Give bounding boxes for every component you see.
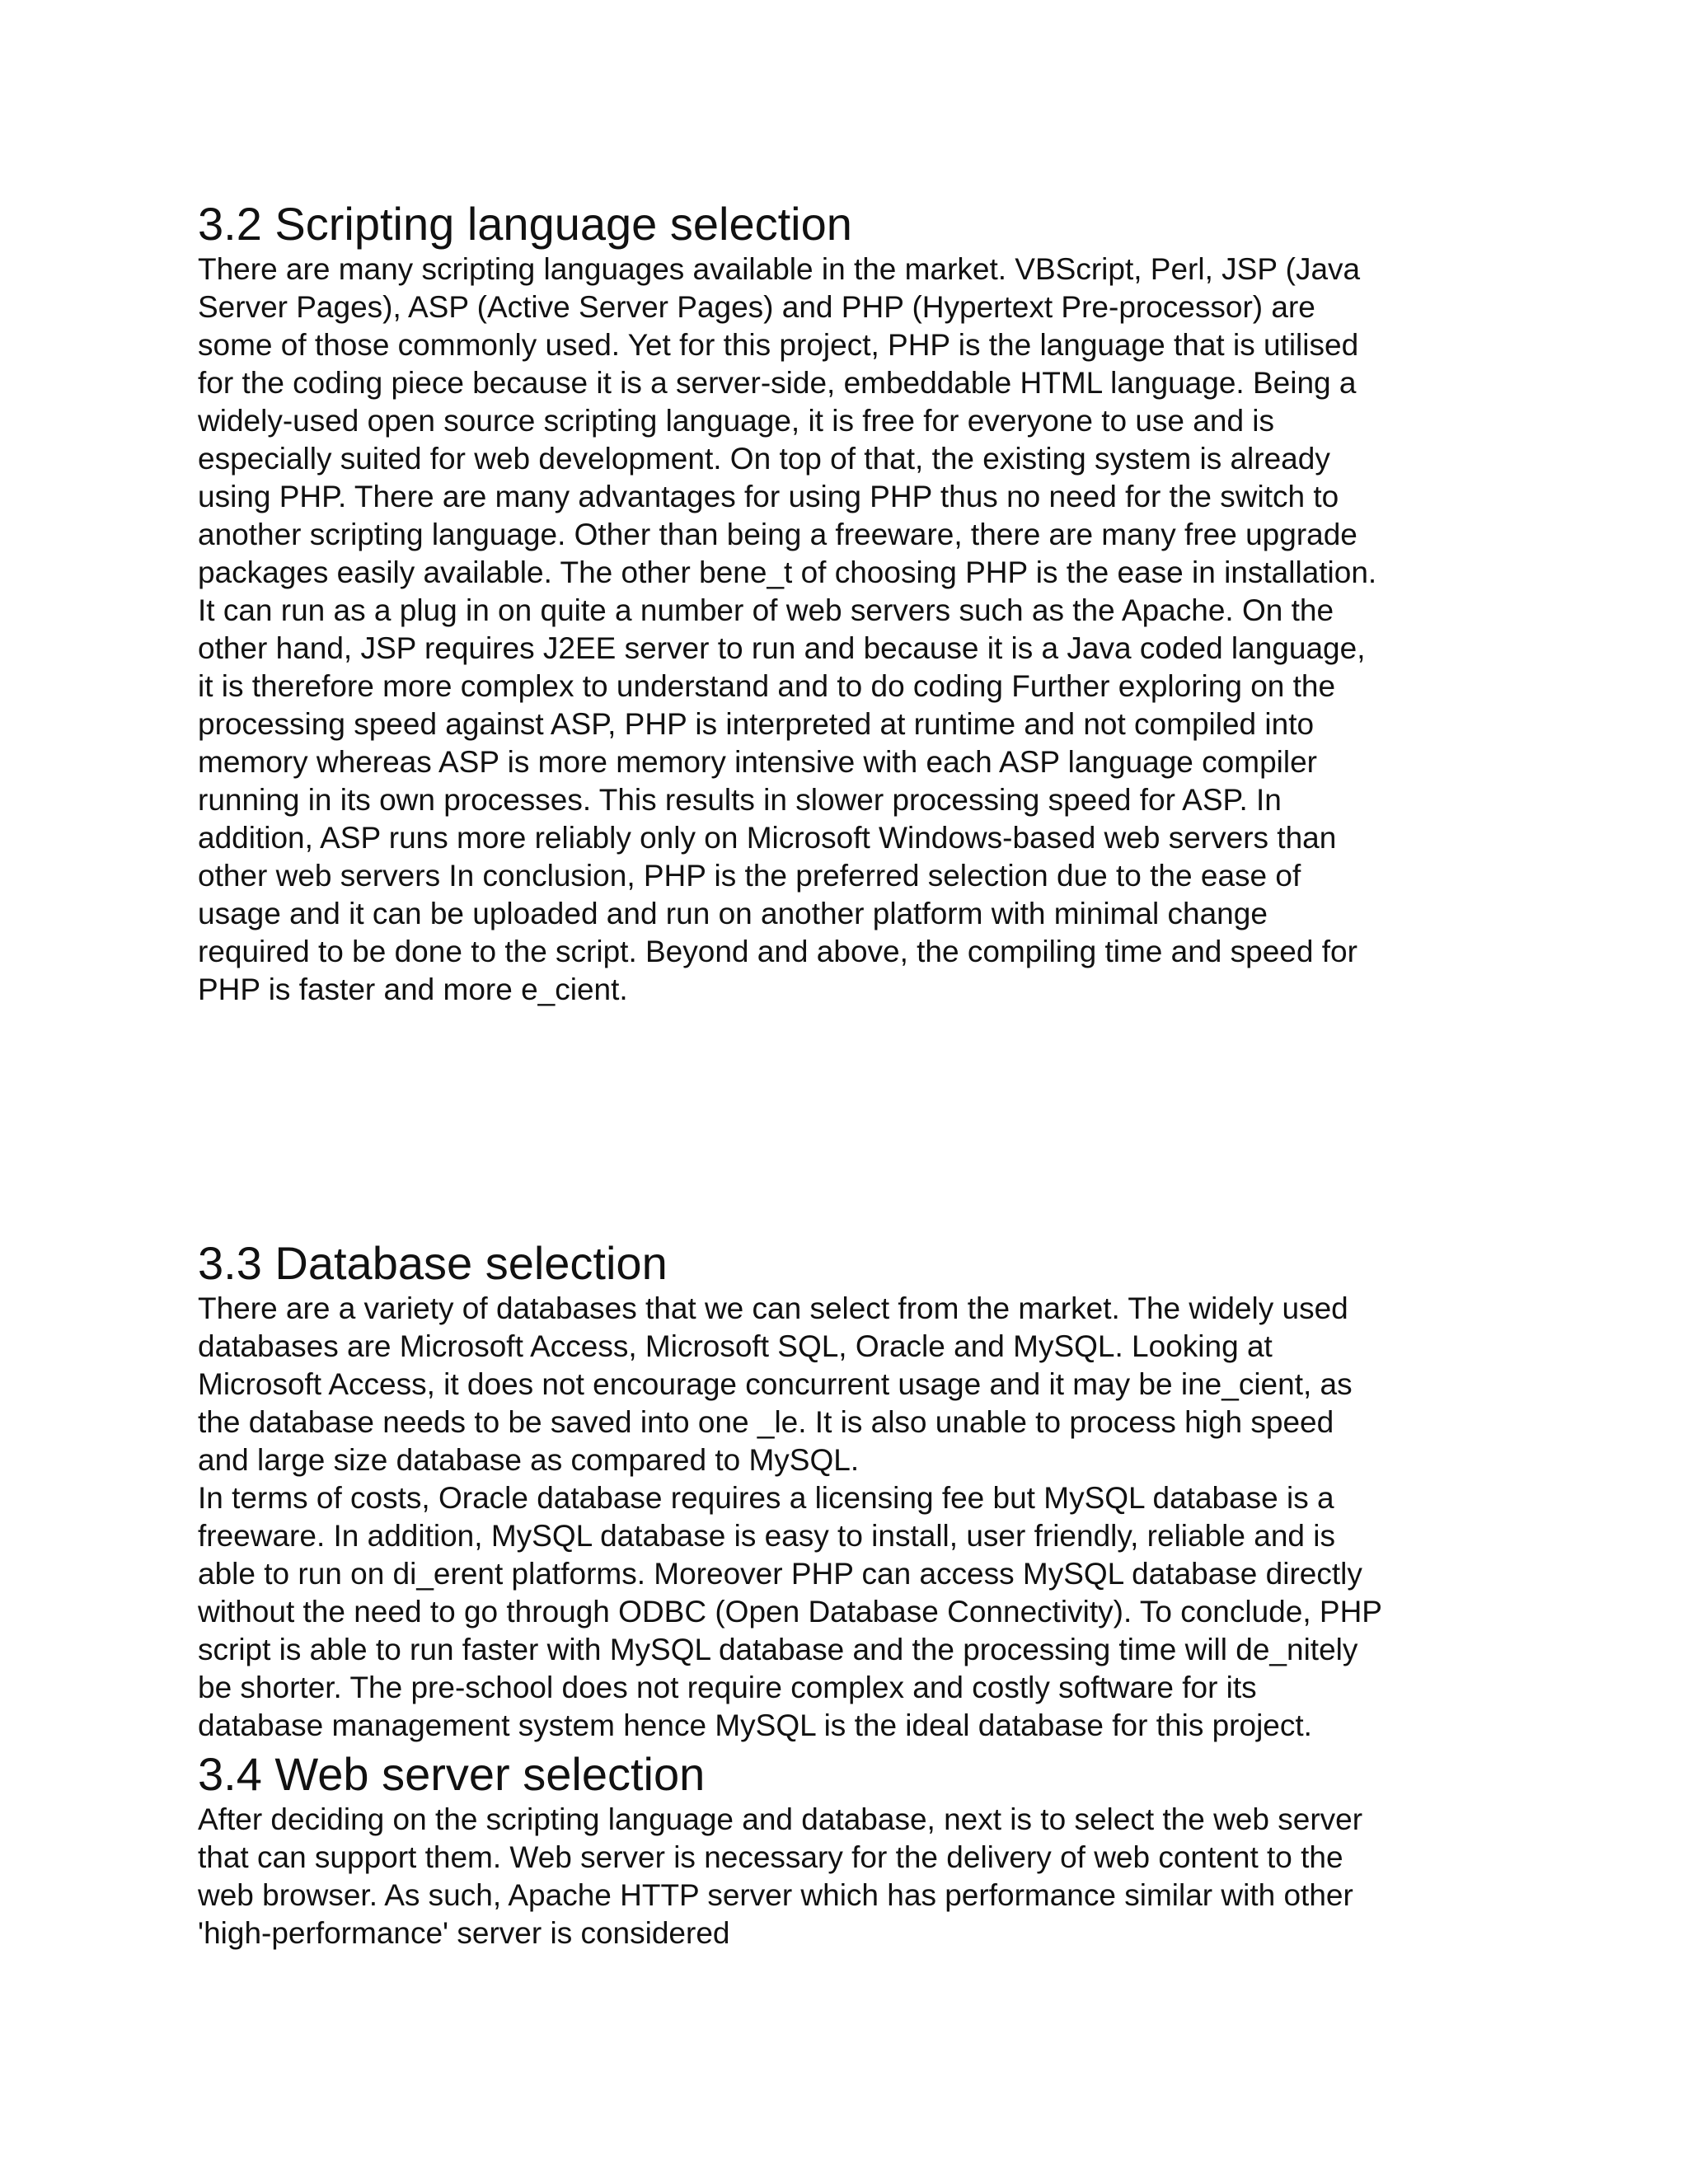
text-line: packages easily available. The other bene_t of choosing PHP is the ease in installation.: [198, 555, 1377, 589]
text-line: and large size database as compared to MySQL.: [198, 1443, 860, 1477]
text-line: especially suited for web development. On top of that, the existing system is already: [198, 442, 1330, 476]
text-line: running in its own processes. This results in slower processing speed for ASP. In: [198, 783, 1282, 817]
text-line: widely-used open source scripting language, it is free for everyone to use and is: [198, 404, 1275, 438]
section-heading: 3.2 Scripting language selection: [198, 198, 852, 250]
text-line: It can run as a plug in on quite a number of web servers such as the Apache. On the: [198, 593, 1334, 627]
text-line: There are many scripting languages available in the market. VBScript, Perl, JSP (Java: [198, 252, 1361, 286]
section-body: [198, 1801, 1500, 1952]
section-body: [198, 251, 1500, 1009]
text-line: After deciding on the scripting language and database, next is to select the web server: [198, 1802, 1363, 1836]
text-line: script is able to run faster with MySQL database and the processing time will de_nitely: [198, 1633, 1358, 1666]
text-line: usage and it can be uploaded and run on another platform with minimal change: [198, 897, 1268, 930]
text-line: the database needs to be saved into one _le. It is also unable to process high speed: [198, 1405, 1334, 1439]
section-body: [198, 1290, 1500, 1745]
text-line: memory whereas ASP is more memory intensive with each ASP language compiler: [198, 745, 1317, 779]
text-line: database management system hence MySQL is the ideal database for this project.: [198, 1708, 1312, 1742]
text-line: processing speed against ASP, PHP is interpreted at runtime and not compiled into: [198, 707, 1315, 741]
section-heading: 3.4 Web server selection: [198, 1748, 706, 1800]
text-line: without the need to go through ODBC (Open Database Connectivity). To conclude, PHP: [198, 1595, 1382, 1629]
section-scripting-language: [198, 199, 1500, 1009]
text-line: Server Pages), ASP (Active Server Pages) and PHP (Hypertext Pre-processor) are: [198, 290, 1315, 324]
text-line: another scripting language. Other than being a freeware, there are many free upgrade: [198, 518, 1357, 551]
section-heading: 3.3 Database selection: [198, 1237, 668, 1289]
text-line: some of those commonly used. Yet for this project, PHP is the language that is utilised: [198, 328, 1359, 362]
text-line: 'high-performance' server is considered: [198, 1916, 730, 1950]
text-line: that can support them. Web server is necessary for the delivery of web content to the: [198, 1840, 1343, 1874]
section-web-server: [198, 1750, 1500, 1952]
text-line: freeware. In addition, MySQL database is easy to install, user friendly, reliable and is: [198, 1519, 1335, 1553]
text-line: web browser. As such, Apache HTTP server which has performance similar with other: [198, 1878, 1353, 1912]
text-line: There are a variety of databases that we can select from the market. The widely used: [198, 1291, 1348, 1325]
text-line: using PHP. There are many advantages for using PHP thus no need for the switch to: [198, 480, 1339, 513]
text-line: other hand, JSP requires J2EE server to run and because it is a Java coded language,: [198, 631, 1366, 665]
text-line: it is therefore more complex to understand and to do coding Further exploring on the: [198, 669, 1336, 703]
text-line: able to run on di_erent platforms. Moreover PHP can access MySQL database directly: [198, 1557, 1362, 1591]
text-line: for the coding piece because it is a server-side, embeddable HTML language. Being a: [198, 366, 1357, 400]
text-line: other web servers In conclusion, PHP is the preferred selection due to the ease of: [198, 859, 1301, 893]
text-line: databases are Microsoft Access, Microsoft SQL, Oracle and MySQL. Looking at: [198, 1329, 1273, 1363]
text-line: be shorter. The pre-school does not require complex and costly software for its: [198, 1671, 1257, 1704]
section-database: [198, 1239, 1500, 1745]
text-line: required to be done to the script. Beyond and above, the compiling time and speed for: [198, 935, 1357, 968]
text-line: Microsoft Access, it does not encourage concurrent usage and it may be ine_cient, as: [198, 1367, 1353, 1401]
text-line: addition, ASP runs more reliably only on Microsoft Windows-based web servers than: [198, 821, 1337, 855]
text-line: PHP is faster and more e_cient.: [198, 972, 628, 1006]
text-line: In terms of costs, Oracle database requires a licensing fee but MySQL database is a: [198, 1481, 1334, 1515]
